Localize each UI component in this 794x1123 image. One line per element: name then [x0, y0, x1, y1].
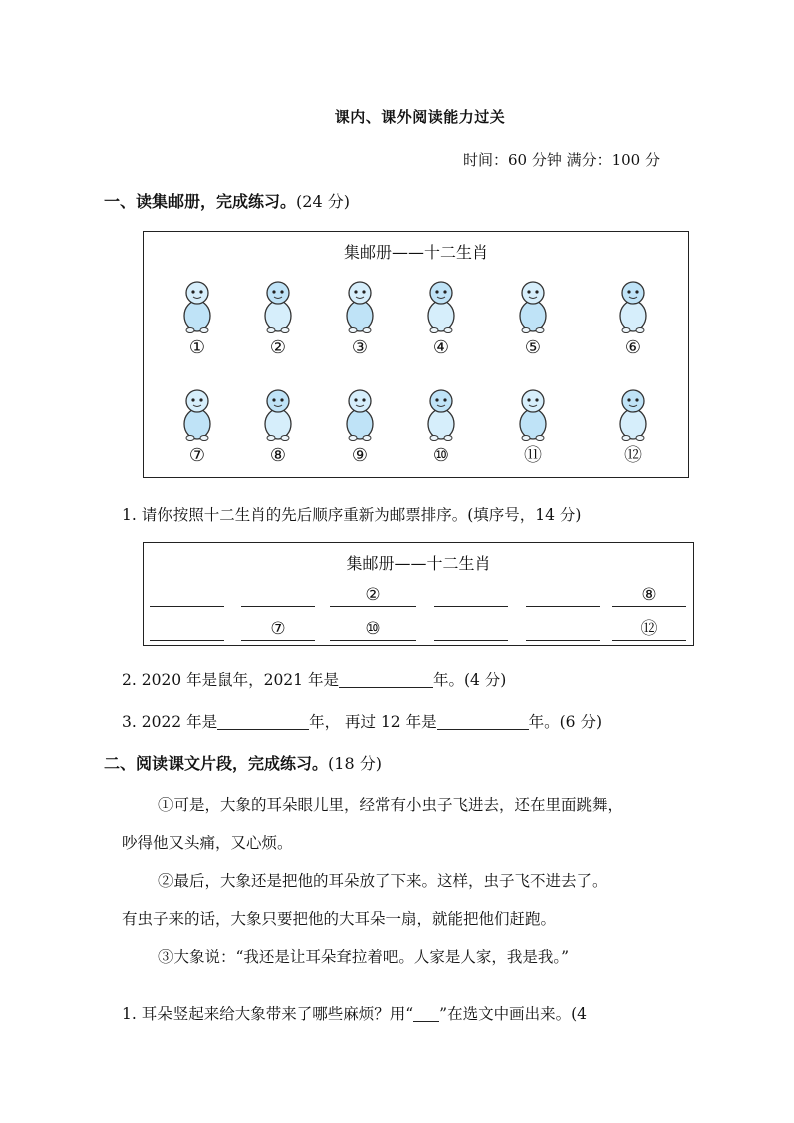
answer-blank-q3-b[interactable] [437, 711, 529, 730]
section-2-points: (18 分) [328, 754, 382, 773]
answer-blank-row1-6[interactable]: ⑧ [612, 584, 686, 607]
answer-album [143, 542, 694, 646]
underline-sample [413, 1003, 439, 1022]
answer-blank-row2-2[interactable]: ⑦ [241, 618, 315, 641]
rooster-icon [418, 276, 464, 334]
goat-icon [174, 384, 220, 442]
section-1-title: 一、读集邮册，完成练习。 [104, 192, 297, 211]
paragraph-3: ③大象说：“我还是让耳朵耷拉着吧。人家是人家，我是我。” [158, 948, 570, 966]
answer-blank-row1-1[interactable] [150, 584, 224, 607]
section-1-points: (24 分) [296, 192, 350, 211]
section-2-heading [104, 751, 382, 774]
question-1: 1. 请你按照十二生肖的先后顺序重新为邮票排序。(填序号，14 分) [122, 506, 582, 524]
monkey-icon [418, 384, 464, 442]
rabbit-icon [610, 276, 656, 334]
answer-blank-row1-3[interactable]: ② [330, 584, 416, 607]
question-3-middle: 年， 再过 12 年是 [309, 713, 437, 731]
question-2-prefix: 2. 2020 年是鼠年，2021 年是 [122, 671, 339, 689]
snake-icon [255, 384, 301, 442]
reading-passage [122, 786, 702, 976]
time-score-info: 时间：60 分钟 满分：100 分 [462, 151, 660, 169]
paragraph-1-line-1: ①可是，大象的耳朵眼儿里，经常有小虫子飞进去，还在里面跳舞， [158, 796, 624, 814]
stamp-number: ⑪ [524, 445, 542, 466]
answer-blank-row2-3[interactable]: ⑩ [330, 618, 416, 641]
question-3 [122, 710, 602, 732]
question-2 [122, 668, 506, 690]
stamp-1 [162, 276, 232, 358]
dog-icon [174, 276, 220, 334]
stamp-number: ⑩ [432, 445, 450, 466]
section-2-title: 二、阅读课文片段，完成练习。 [104, 754, 329, 773]
answer-blank-row2-4[interactable] [434, 618, 508, 641]
stamp-10 [406, 384, 476, 466]
answer-blank-row2-6[interactable]: ⑫ [612, 618, 686, 641]
ox-icon [337, 276, 383, 334]
stamp-number: ⑤ [524, 337, 542, 358]
section-2-question-1 [122, 1002, 587, 1024]
page-title: 课内、课外阅读能力过关 [334, 108, 506, 126]
stamp-number: ⑦ [188, 445, 206, 466]
question-3-prefix: 3. 2022 年是 [122, 713, 218, 731]
s2-question-1-prefix: 1. 耳朵竖起来给大象带来了哪些麻烦？用“ [122, 1005, 414, 1023]
stamp-number: ⑥ [624, 337, 642, 358]
album-title: 集邮册——十二生肖 [343, 243, 488, 262]
stamp-8 [243, 384, 313, 466]
answer-blank-q2[interactable] [339, 669, 433, 688]
stamp-12 [598, 384, 668, 466]
answer-blank-row2-5[interactable] [526, 618, 600, 641]
tiger-icon [255, 276, 301, 334]
stamp-number: ③ [351, 337, 369, 358]
stamp-11 [498, 384, 568, 466]
question-2-suffix: 年。(4 分) [432, 671, 507, 689]
stamp-9 [325, 384, 395, 466]
stamp-album [143, 231, 689, 478]
dragon-icon [337, 384, 383, 442]
stamp-5 [498, 276, 568, 358]
stamp-6 [598, 276, 668, 358]
paragraph-1-line-2: 吵得他又头痛，又心烦。 [122, 834, 293, 852]
pig-icon [610, 384, 656, 442]
s2-question-1-suffix: ”在选文中画出来。(4 [439, 1005, 587, 1023]
answer-blank-row1-5[interactable] [526, 584, 600, 607]
answer-blank-row1-2[interactable] [241, 584, 315, 607]
answer-blank-q3-a[interactable] [217, 711, 309, 730]
stamp-2 [243, 276, 313, 358]
paragraph-2-line-1: ②最后，大象还是把他的耳朵放了下来。这样，虫子飞不进去了。 [158, 872, 608, 890]
stamp-number: ⑨ [351, 445, 369, 466]
answer-blank-row1-4[interactable] [434, 584, 508, 607]
question-3-suffix: 年。(6 分) [528, 713, 602, 731]
stamp-number: ⑫ [624, 445, 642, 466]
stamp-number: ⑧ [269, 445, 287, 466]
stamp-number: ② [269, 337, 287, 358]
stamp-7 [162, 384, 232, 466]
horse-icon [510, 384, 556, 442]
section-1-heading [104, 189, 350, 212]
stamp-4 [406, 276, 476, 358]
stamp-number: ① [188, 337, 206, 358]
paragraph-2-line-2: 有虫子来的话，大象只要把他的大耳朵一扇，就能把他们赶跑。 [122, 910, 557, 928]
answer-album-title: 集邮册——十二生肖 [346, 554, 491, 573]
stamp-3 [325, 276, 395, 358]
answer-blank-row2-1[interactable] [150, 618, 224, 641]
rat-icon [510, 276, 556, 334]
stamp-number: ④ [432, 337, 450, 358]
